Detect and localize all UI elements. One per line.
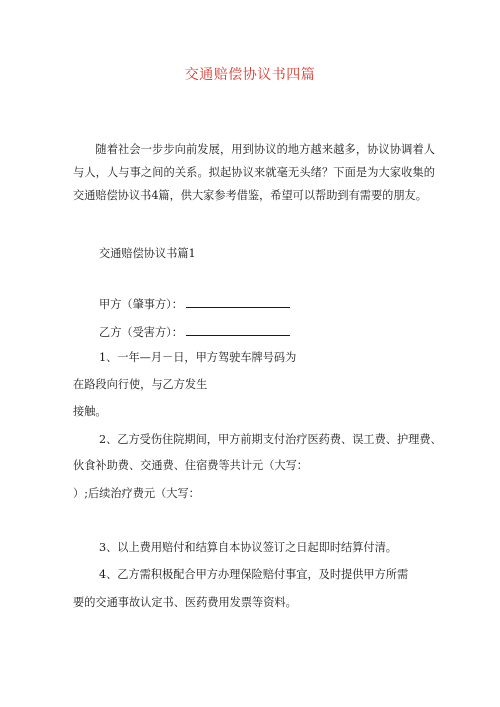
clause-2-line-3: ）;后续治疗费元（大写： [73, 487, 200, 500]
document-title: 交通赔偿协议书四篇 [184, 67, 316, 83]
party-b-label: 乙方（受害方）： [99, 326, 183, 339]
clause-2-line-1: 2、乙方受伤住院期间，甲方前期支付治疗医药费、误工费、护理费、 [99, 433, 442, 446]
clause-4-line-2: 要的交通事故认定书、医药费用发票等资料。 [73, 596, 297, 609]
party-b-row [99, 324, 290, 341]
clause-4-line-1: 4、乙方需积极配合甲方办理保险赔付事宜，及时提供甲方所需 [99, 568, 409, 581]
clause-1-line-1: 1、一年—月－日，甲方驾驶车牌号码为 [99, 351, 297, 364]
clause-1-line-3: 接触。 [73, 405, 107, 418]
clause-3: 3、以上费用赔付和结算自本协议签订之日起即时结算付清。 [99, 541, 397, 554]
intro-paragraph: 随着社会一步步向前发展，用到协议的地方越来越多，协议协调着人与人，人与事之间的关系。拟起协议来就毫无头绪？下面是为大家收集的交通赔偿协议书4篇，供大家参考借鉴，希望可以帮助到有需要的朋友。 [73, 143, 435, 202]
section-heading: 交通赔偿协议书篇1 [99, 247, 196, 260]
party-a-row [99, 296, 290, 313]
party-a-blank [186, 296, 290, 308]
party-b-blank [186, 324, 290, 336]
party-a-label: 甲方（肇事方）： [99, 298, 183, 311]
clause-1-line-2: 在路段向行使，与乙方发生 [73, 378, 208, 391]
clause-2-line-2: 伙食补助费、交通费、住宿费等共计元（大写： [73, 459, 308, 472]
